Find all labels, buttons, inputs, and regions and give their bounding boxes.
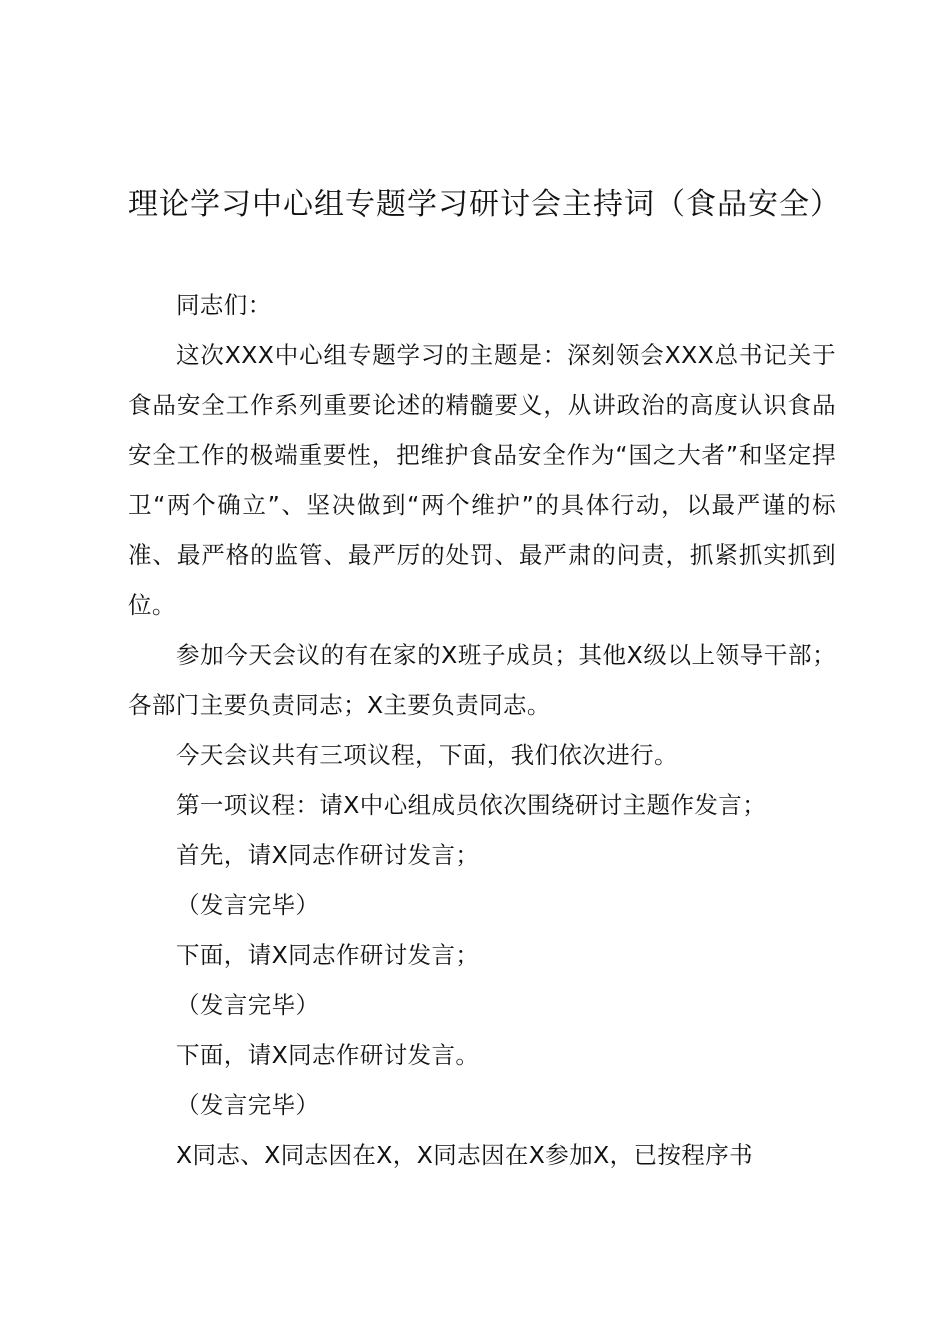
speaker-3-paragraph: 下面，请X同志作研讨发言。 [176,1041,480,1069]
speech-finished-note: （发言完毕） [176,991,320,1019]
absence-note-paragraph: X同志、X同志因在X，X同志因在X参加X，已按程序书 [176,1141,753,1169]
speech-finished-note: （发言完毕） [176,891,320,919]
document-body [128,280,836,1180]
speaker-2-paragraph: 下面，请X同志作研讨发言； [176,941,480,969]
theme-paragraph: 这次XXX中心组专题学习的主题是：深刻领会XXX总书记关于食品安全工作系列重要论述的精髓要义，从讲政治的高度认识食品安全工作的极端重要性，把维护食品安全作为“国之大者”和坚定捍卫“两个确立”、坚决做到“两个维护”的具体行动，以最严谨的标准、最严格的监管、最严厉的处罚、最严肃的问责，抓紧抓实抓到位。 [128,341,836,619]
speech-finished-note: （发言完毕） [176,1091,320,1119]
speaker-1-paragraph: 首先，请X同志作研讨发言； [176,841,480,869]
document-title: 理论学习中心组专题学习研讨会主持词（食品安全） [128,187,841,222]
greeting-paragraph: 同志们： [176,291,272,319]
agenda-intro-paragraph: 今天会议共有三项议程，下面，我们依次进行。 [176,741,678,769]
attendees-paragraph: 参加今天会议的有在家的X班子成员；其他X级以上领导干部；各部门主要负责同志；X主要负责同志。 [128,641,836,719]
agenda-item-1-paragraph: 第一项议程：请X中心组成员依次围绕研讨主题作发言； [176,791,767,819]
